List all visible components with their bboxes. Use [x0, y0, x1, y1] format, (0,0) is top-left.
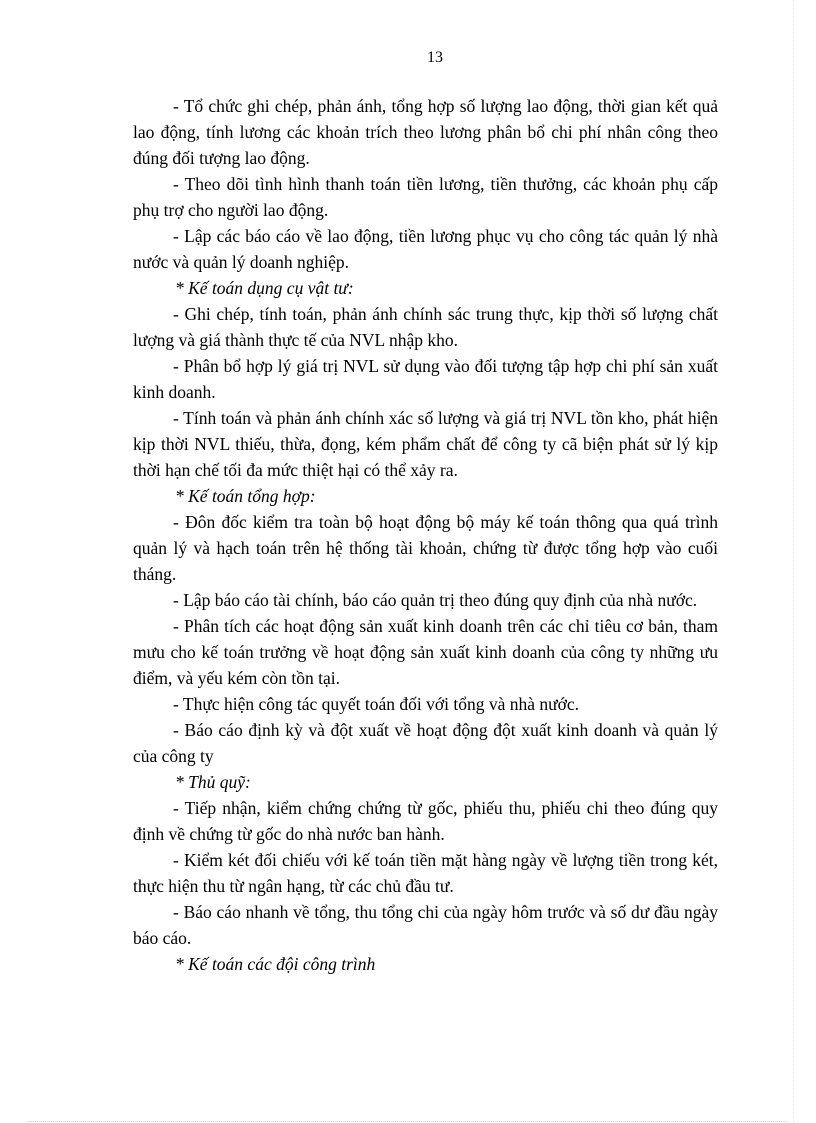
section-heading-general-accountant: * Kế toán tổng hợp:: [175, 486, 316, 506]
page-border-bottom: [28, 1121, 788, 1122]
paragraph-financial-reports: - Lập báo cáo tài chính, báo cáo quản trị theo đúng quy định của nhà nước.: [173, 590, 698, 610]
page-number: 13: [427, 49, 443, 66]
paragraph-quick-report: - Báo cáo nhanh về tổng, thu tổng chi của ngày hôm trước và số dư đầu ngày báo cáo.: [133, 902, 718, 948]
section-heading-team-accountant: * Kế toán các đội công trình: [175, 954, 376, 974]
paragraph-business-analysis: - Phân tích các hoạt động sản xuất kinh doanh trên các chỉ tiêu cơ bản, tham mưu cho kế toán trưởng về hoạt động sản xuất kinh doanh của công ty những ưu điểm, và yếu kém còn tồn tại.: [133, 616, 718, 688]
paragraph-periodic-reports: - Báo cáo định kỳ và đột xuất về hoạt động đột xuất kinh doanh và quản lý của công ty: [133, 720, 718, 766]
section-heading-cashier: * Thủ quỹ:: [175, 772, 251, 792]
paragraph-materials-inventory: - Tính toán và phản ánh chính xác số lượng và giá trị NVL tồn kho, phát hiện kịp thời NVL thiếu, thừa, đọng, kém phẩm chất để công ty cã biện phát sử lý kịp thời hạn chế tối đa mức thiệt hại có thể xảy ra.: [133, 408, 718, 480]
section-heading-materials-accountant: * Kế toán dụng cụ vật tư:: [175, 278, 354, 298]
paragraph-payroll-recording: - Tổ chức ghi chép, phản ánh, tổng hợp số lượng lao động, thời gian kết quả lao động, tính lương các khoản trích theo lương phân bổ chi phí nhân công theo đúng đối tượng lao động.: [133, 96, 718, 168]
paragraph-materials-recording: - Ghi chép, tính toán, phản ánh chính sác trung thực, kịp thời số lượng chất lượng và giá thành thực tế của NVL nhập kho.: [133, 304, 718, 350]
paragraph-materials-allocation: - Phân bổ hợp lý giá trị NVL sử dụng vào đối tượng tập hợp chi phí sản xuất kinh doanh.: [133, 356, 718, 402]
paragraph-cash-reconciliation: - Kiểm két đối chiếu với kế toán tiền mặt hàng ngày về lượng tiền trong két, thực hiện thu từ ngân hạng, từ các chủ đầu tư.: [133, 850, 718, 896]
paragraph-settlement: - Thực hiện công tác quyết toán đối với tổng và nhà nước.: [173, 694, 580, 714]
paragraph-voucher-verification: - Tiếp nhận, kiểm chứng chứng từ gốc, phiếu thu, phiếu chi theo đúng quy định về chứng từ gốc do nhà nước ban hành.: [133, 798, 718, 844]
paragraph-labor-reports: - Lập các báo cáo về lao động, tiền lương phục vụ cho công tác quản lý nhà nước và quản lý doanh nghiệp.: [133, 226, 718, 272]
document-body: [133, 93, 718, 977]
paragraph-payroll-payment-tracking: - Theo dõi tình hình thanh toán tiền lương, tiền thưởng, các khoản phụ cấp phụ trợ cho người lao động.: [133, 174, 718, 220]
paragraph-general-supervision: - Đôn đốc kiểm tra toàn bộ hoạt động bộ máy kế toán thông qua quá trình quản lý và hạch toán trên hệ thống tài khoản, chứng từ được tổng hợp vào cuối tháng.: [133, 512, 718, 584]
page-border-right: [793, 0, 794, 1123]
